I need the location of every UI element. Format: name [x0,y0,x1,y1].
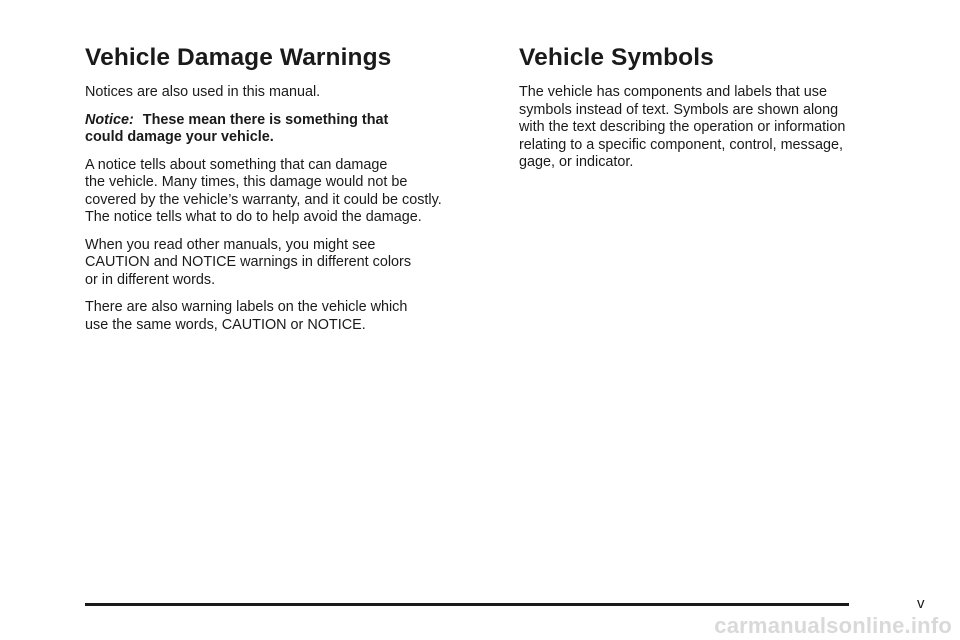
notice-description-paragraph [85,157,500,227]
text-line: The notice tells what to do to help avoid the damage. [85,209,422,225]
footer-rule [85,603,849,606]
warning-labels-paragraph [85,299,500,334]
notice-text-line1: These mean there is something that [142,111,389,128]
text-line: use the same words, CAUTION or NOTICE. [85,316,366,333]
text-line: The vehicle has components and labels that use [519,84,827,100]
other-manuals-paragraph [85,237,500,290]
text-line: When you read other manuals, you might see [85,236,376,253]
text-line: gage, or indicator. [519,154,634,170]
text-line: the vehicle. Many times, this damage would not be [85,174,408,190]
text-line: There are also warning labels on the vehicle which [85,299,408,315]
notice-label: Notice: [85,111,134,128]
page-number: v [917,595,925,612]
text-line: CAUTION and NOTICE warnings in different colors [85,254,412,270]
section-title-vehicle-damage-warnings: Vehicle Damage Warnings [85,44,392,71]
text-line: relating to a specific component, control, message, [519,136,843,153]
text-line: or in different words. [85,271,216,288]
text-line: A notice tells about something that can damage [85,156,388,173]
left-column [85,40,500,344]
text-line: with the text describing the operation or information [519,119,846,135]
intro-paragraph: Notices are also used in this manual. [85,84,321,100]
text-line: symbols instead of text. Symbols are shown along [519,101,839,118]
section-title-vehicle-symbols: Vehicle Symbols [519,44,714,71]
vehicle-symbols-paragraph [519,84,899,172]
right-column [519,40,899,182]
notice-paragraph [85,112,500,147]
text-line: covered by the vehicle’s warranty, and it could be costly. [85,191,442,208]
notice-text-line2: could damage your vehicle. [85,129,274,145]
watermark: carmanualsonline.info [714,613,952,638]
